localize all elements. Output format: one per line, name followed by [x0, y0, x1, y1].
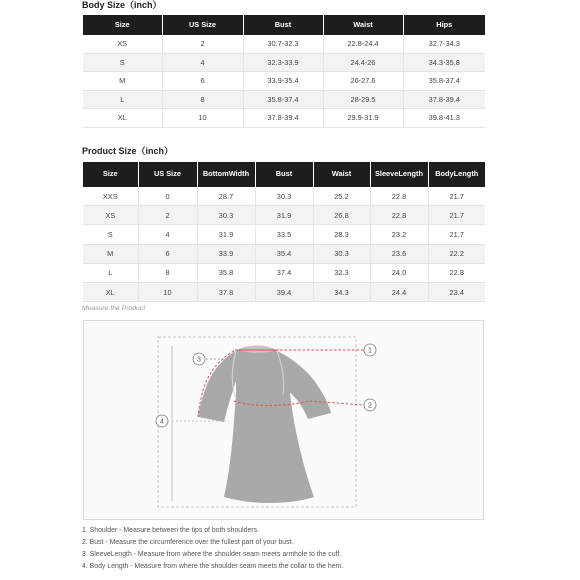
- column-header: SleeveLength: [370, 162, 428, 187]
- table-header-row: [83, 15, 485, 35]
- table-cell: M: [83, 244, 138, 263]
- table-cell: 4: [138, 225, 197, 244]
- table-cell: XXS: [83, 187, 138, 206]
- table-row: [83, 187, 485, 206]
- table-cell: 24.4: [370, 282, 428, 301]
- table-cell: 32.3-33.9: [243, 53, 323, 72]
- table-cell: 6: [138, 244, 197, 263]
- table-cell: 8: [138, 263, 197, 282]
- table-cell: 33.5: [255, 225, 313, 244]
- marker-1: [364, 344, 376, 356]
- table-cell: 30.3: [197, 206, 255, 225]
- table-cell: 28.7: [197, 187, 255, 206]
- table-cell: 35.8: [197, 263, 255, 282]
- note-bust: 2. Bust - Measure the circumference over the fullest part of your bust.: [82, 539, 294, 546]
- note-shoulder: 1. Shoulder - Measure between the tips of both shoulders.: [82, 527, 259, 534]
- table-cell: S: [83, 225, 138, 244]
- measurement-diagram: [83, 320, 484, 520]
- column-header: Bust: [243, 15, 323, 35]
- table-cell: L: [83, 263, 138, 282]
- table-row: [83, 282, 485, 301]
- column-header: US Size: [138, 162, 197, 187]
- body-size-table: [83, 15, 485, 128]
- table-cell: XL: [83, 282, 138, 301]
- table-cell: 32.3: [313, 263, 370, 282]
- table-cell: 32.7-34.3: [403, 35, 485, 53]
- marker-3: [193, 353, 205, 365]
- note-body-length: 4. Body Length - Measure from where the shoulder seam meets the collar to the hem.: [82, 563, 344, 570]
- table-row: [83, 90, 485, 109]
- table-cell: 31.9: [197, 225, 255, 244]
- table-cell: 22.2: [428, 244, 485, 263]
- marker-2-label: 2: [368, 402, 372, 410]
- table-cell: 30.7-32.3: [243, 35, 323, 53]
- table-cell: 22.8-24.4: [323, 35, 403, 53]
- table-cell: 34.3-35.8: [403, 53, 485, 72]
- table-cell: 30.3: [313, 244, 370, 263]
- table-cell: 30.3: [255, 187, 313, 206]
- garment-illustration: [84, 321, 485, 521]
- product-size-title: Product Size（inch）: [82, 146, 174, 156]
- marker-3-label: 3: [197, 356, 201, 364]
- table-cell: 39.4: [255, 282, 313, 301]
- table-cell: 21.7: [428, 187, 485, 206]
- table-cell: 26.8: [313, 206, 370, 225]
- table-row: [83, 244, 485, 263]
- table-row: [83, 53, 485, 72]
- table-cell: 33.9: [197, 244, 255, 263]
- column-header: BottomWidth: [197, 162, 255, 187]
- column-header: Size: [83, 162, 138, 187]
- table-row: [83, 72, 485, 91]
- table-cell: 22.8: [370, 206, 428, 225]
- table-cell: 31.9: [255, 206, 313, 225]
- marker-4-label: 4: [160, 418, 164, 426]
- table-cell: 26-27.6: [323, 72, 403, 91]
- column-header: BodyLength: [428, 162, 485, 187]
- measurement-notes: [82, 525, 343, 573]
- column-header: Bust: [255, 162, 313, 187]
- table-cell: 23.6: [370, 244, 428, 263]
- table-cell: 4: [162, 53, 243, 72]
- table-cell: XS: [83, 206, 138, 225]
- table-header-row: [83, 162, 485, 187]
- table-cell: 2: [162, 35, 243, 53]
- column-header: Waist: [313, 162, 370, 187]
- table-cell: 24.4-26: [323, 53, 403, 72]
- table-cell: 8: [162, 90, 243, 109]
- table-cell: 0: [138, 187, 197, 206]
- table-cell: L: [83, 90, 162, 109]
- marker-4: [156, 415, 168, 427]
- table-cell: 37.8: [197, 282, 255, 301]
- column-header: Waist: [323, 15, 403, 35]
- column-header: US Size: [162, 15, 243, 35]
- table-cell: 23.4: [428, 282, 485, 301]
- table-cell: 21.7: [428, 225, 485, 244]
- column-header: Hips: [403, 15, 485, 35]
- table-cell: 10: [138, 282, 197, 301]
- column-header: Size: [83, 15, 162, 35]
- note-sleeve-length: 3. SleeveLength - Measure from where the shoulder seam meets armhole to the cuff.: [82, 551, 342, 558]
- table-cell: 28.3: [313, 225, 370, 244]
- table-cell: 35.8-37.4: [243, 90, 323, 109]
- table-row: [83, 206, 485, 225]
- table-cell: XL: [83, 109, 162, 128]
- table-cell: 35.8-37.4: [403, 72, 485, 91]
- product-size-table: [83, 162, 485, 302]
- table-cell: 6: [162, 72, 243, 91]
- table-row: [83, 35, 485, 53]
- marker-2: [364, 399, 376, 411]
- table-cell: 25.2: [313, 187, 370, 206]
- body-size-title: Body Size（inch）: [82, 0, 162, 10]
- table-cell: 23.2: [370, 225, 428, 244]
- table-cell: 2: [138, 206, 197, 225]
- table-cell: 35.4: [255, 244, 313, 263]
- table-cell: 37.8-39.4: [403, 90, 485, 109]
- table-row: [83, 263, 485, 282]
- table-cell: 10: [162, 109, 243, 128]
- table-cell: 39.8-41.3: [403, 109, 485, 128]
- table-cell: 29.9-31.9: [323, 109, 403, 128]
- table-cell: 28-29.5: [323, 90, 403, 109]
- table-cell: XS: [83, 35, 162, 53]
- table-cell: 37.8-39.4: [243, 109, 323, 128]
- table-cell: M: [83, 72, 162, 91]
- table-cell: 34.3: [313, 282, 370, 301]
- table-cell: 22.8: [370, 187, 428, 206]
- table-cell: S: [83, 53, 162, 72]
- table-cell: 33.9-35.4: [243, 72, 323, 91]
- table-cell: 24.0: [370, 263, 428, 282]
- table-cell: 21.7: [428, 206, 485, 225]
- table-cell: 22.8: [428, 263, 485, 282]
- table-cell: 37.4: [255, 263, 313, 282]
- table-row: [83, 225, 485, 244]
- measure-caption: Measure the Product: [82, 305, 146, 312]
- marker-1-label: 1: [368, 347, 372, 355]
- table-row: [83, 109, 485, 128]
